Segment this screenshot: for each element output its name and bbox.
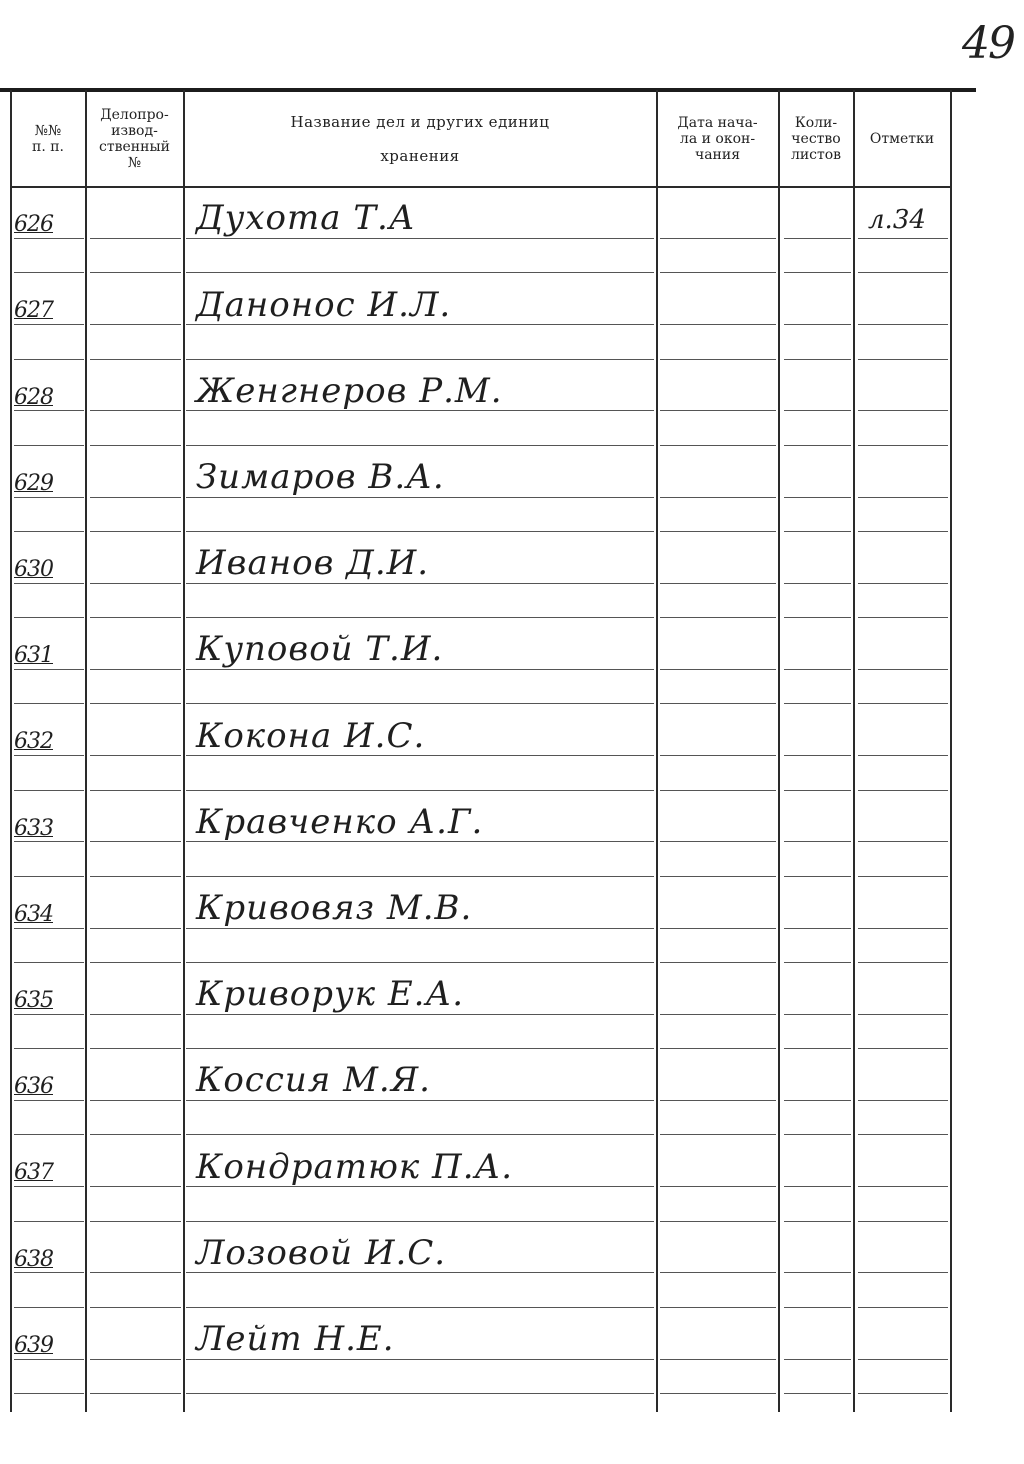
row-rule <box>784 928 851 929</box>
row-name: Женгнеров Р.М. <box>196 371 503 411</box>
row-name: Лейт Н.Е. <box>196 1319 395 1359</box>
row-rule <box>660 928 776 929</box>
row-name: Кондратюк П.А. <box>196 1147 514 1187</box>
row-rule <box>90 583 181 584</box>
row-rule <box>858 324 948 325</box>
row-rule <box>660 790 776 791</box>
row-rule <box>784 876 851 877</box>
row-number: 636 <box>14 1074 53 1099</box>
row-rule <box>90 1014 181 1015</box>
row-rule <box>186 359 654 360</box>
row-rule <box>14 583 84 584</box>
row-rule <box>660 410 776 411</box>
row-rule <box>14 962 84 963</box>
row-rule <box>90 1100 181 1101</box>
row-rule <box>186 238 654 239</box>
row-rule <box>660 1359 776 1360</box>
row-rule <box>660 583 776 584</box>
row-rule <box>858 531 948 532</box>
row-rule <box>90 324 181 325</box>
row-rule <box>784 1014 851 1015</box>
row-number: 639 <box>14 1333 53 1358</box>
row-rule <box>784 1100 851 1101</box>
row-rule <box>660 669 776 670</box>
row-rule <box>90 962 181 963</box>
row-rule <box>186 1393 654 1394</box>
row-rule <box>660 1221 776 1222</box>
row-rule <box>14 1186 84 1187</box>
row-rule <box>186 617 654 618</box>
row-rule <box>186 1307 654 1308</box>
row-rule <box>784 790 851 791</box>
row-rule <box>858 1134 948 1135</box>
row-rule <box>14 1134 84 1135</box>
row-rule <box>660 755 776 756</box>
row-rule <box>14 703 84 704</box>
row-rule <box>660 238 776 239</box>
row-rule <box>784 703 851 704</box>
row-rule <box>784 531 851 532</box>
row-name: Кравченко А.Г. <box>196 802 484 842</box>
row-rule <box>660 1100 776 1101</box>
header-notes: Отметки <box>869 131 935 147</box>
row-rule <box>90 1307 181 1308</box>
row-rule <box>90 1134 181 1135</box>
row-rule <box>660 1186 776 1187</box>
row-rule <box>90 359 181 360</box>
header-office-num: Делопро- извод- ственный № <box>99 107 170 171</box>
row-rule <box>858 1221 948 1222</box>
row-rule <box>660 876 776 877</box>
row-number: 638 <box>14 1247 53 1272</box>
row-rule <box>90 1359 181 1360</box>
row-rule <box>858 410 948 411</box>
row-name: Духота Т.А <box>196 198 416 238</box>
row-rule <box>14 1048 84 1049</box>
row-rule <box>186 531 654 532</box>
row-rule <box>90 1186 181 1187</box>
header-bottom-rule <box>10 186 950 188</box>
row-rule <box>90 497 181 498</box>
row-rule <box>186 703 654 704</box>
row-name: Иванов Д.И. <box>196 543 430 583</box>
row-rule <box>14 359 84 360</box>
row-rule <box>784 583 851 584</box>
row-rule <box>14 1221 84 1222</box>
row-number: 626 <box>14 212 53 237</box>
row-rule <box>186 272 654 273</box>
column-divider <box>10 90 12 1412</box>
row-rule <box>858 1307 948 1308</box>
row-rule <box>784 1186 851 1187</box>
row-rule <box>186 583 654 584</box>
row-rule <box>186 876 654 877</box>
row-rule <box>14 1307 84 1308</box>
row-rule <box>784 1221 851 1222</box>
row-rule <box>14 324 84 325</box>
row-rule <box>858 1100 948 1101</box>
row-rule <box>14 1014 84 1015</box>
row-rule <box>186 962 654 963</box>
row-rule <box>14 928 84 929</box>
row-rule <box>660 1014 776 1015</box>
row-rule <box>858 617 948 618</box>
row-rule <box>858 876 948 877</box>
row-rule <box>858 1048 948 1049</box>
row-rule <box>784 1272 851 1273</box>
row-rule <box>186 1048 654 1049</box>
row-rule <box>90 841 181 842</box>
row-rule <box>784 410 851 411</box>
row-rule <box>784 1359 851 1360</box>
row-number: 628 <box>14 385 53 410</box>
row-rule <box>90 755 181 756</box>
row-rule <box>14 1272 84 1273</box>
row-rule <box>14 876 84 877</box>
column-divider <box>950 90 952 1412</box>
header-dates: Дата нача- ла и окон- чания <box>677 115 758 163</box>
row-rule <box>660 1048 776 1049</box>
row-rule <box>858 238 948 239</box>
row-rule <box>858 703 948 704</box>
row-rule <box>14 1359 84 1360</box>
row-rule <box>90 445 181 446</box>
row-rule <box>660 272 776 273</box>
row-rule <box>784 497 851 498</box>
row-rule <box>14 617 84 618</box>
row-rule <box>186 1100 654 1101</box>
header-title: Название дел и других единиц хранения <box>290 113 550 165</box>
row-number: 629 <box>14 471 53 496</box>
row-rule <box>784 359 851 360</box>
header-sheets: Коли- чество листов <box>790 115 842 163</box>
row-rule <box>858 669 948 670</box>
row-rule <box>660 324 776 325</box>
column-divider <box>183 90 185 1412</box>
row-rule <box>858 445 948 446</box>
row-rule <box>14 755 84 756</box>
row-number: 634 <box>14 902 53 927</box>
row-name: Кривовяз М.В. <box>196 888 473 928</box>
column-divider <box>778 90 780 1412</box>
row-rule <box>858 790 948 791</box>
row-rule <box>14 497 84 498</box>
row-rule <box>186 497 654 498</box>
row-number: 630 <box>14 557 53 582</box>
table-top-rule <box>0 88 976 92</box>
row-rule <box>90 790 181 791</box>
row-rule <box>858 1186 948 1187</box>
row-rule <box>858 928 948 929</box>
row-rule <box>90 703 181 704</box>
header-num: №№ п. п. <box>31 123 64 155</box>
row-rule <box>660 1272 776 1273</box>
row-rule <box>90 1393 181 1394</box>
row-number: 637 <box>14 1160 53 1185</box>
row-rule <box>90 876 181 877</box>
row-name: Данонос И.Л. <box>196 285 452 325</box>
row-rule <box>858 755 948 756</box>
row-name: Зимаров В.А. <box>196 457 445 497</box>
row-name: Криворук Е.А. <box>196 974 465 1014</box>
row-rule <box>784 1048 851 1049</box>
row-rule <box>784 1307 851 1308</box>
row-number: 632 <box>14 729 53 754</box>
row-rule <box>186 1134 654 1135</box>
row-rule <box>660 1307 776 1308</box>
row-rule <box>660 1134 776 1135</box>
row-rule <box>186 445 654 446</box>
row-number: 633 <box>14 816 53 841</box>
row-rule <box>90 238 181 239</box>
row-rule <box>90 1221 181 1222</box>
column-divider <box>85 90 87 1412</box>
row-rule <box>858 1359 948 1360</box>
row-rule <box>186 1221 654 1222</box>
row-rule <box>14 790 84 791</box>
row-rule <box>660 359 776 360</box>
row-rule <box>858 583 948 584</box>
row-name: Куповой Т.И. <box>196 629 444 669</box>
row-rule <box>784 962 851 963</box>
row-rule <box>660 497 776 498</box>
column-divider <box>853 90 855 1412</box>
row-rule <box>90 617 181 618</box>
row-name: Лозовой И.С. <box>196 1233 447 1273</box>
row-rule <box>784 1134 851 1135</box>
row-rule <box>784 445 851 446</box>
row-number: 627 <box>14 298 53 323</box>
row-number: 631 <box>14 643 53 668</box>
row-number: 635 <box>14 988 53 1013</box>
row-rule <box>784 1393 851 1394</box>
row-rule <box>858 1014 948 1015</box>
page-number: 49 <box>962 18 1014 69</box>
row-rule <box>784 841 851 842</box>
row-name: Кокона И.С. <box>196 716 426 756</box>
row-rule <box>186 790 654 791</box>
row-rule <box>90 1272 181 1273</box>
row-rule <box>784 617 851 618</box>
row-rule <box>90 272 181 273</box>
row-rule <box>90 531 181 532</box>
row-rule <box>660 617 776 618</box>
row-rule <box>90 669 181 670</box>
row-rule <box>186 928 654 929</box>
row-rule <box>186 1014 654 1015</box>
row-rule <box>784 324 851 325</box>
row-rule <box>660 841 776 842</box>
row-rule <box>784 272 851 273</box>
row-rule <box>784 755 851 756</box>
row-rule <box>784 669 851 670</box>
row-rule <box>14 669 84 670</box>
row-rule <box>660 531 776 532</box>
row-rule <box>858 841 948 842</box>
row-rule <box>186 669 654 670</box>
row-rule <box>90 1048 181 1049</box>
row-name: Коссия М.Я. <box>196 1060 431 1100</box>
row-note: л.34 <box>868 205 926 235</box>
row-rule <box>784 238 851 239</box>
row-rule <box>660 703 776 704</box>
row-rule <box>90 410 181 411</box>
row-rule <box>90 928 181 929</box>
row-rule <box>858 272 948 273</box>
row-rule <box>660 1393 776 1394</box>
row-rule <box>858 1272 948 1273</box>
row-rule <box>14 272 84 273</box>
row-rule <box>14 531 84 532</box>
row-rule <box>14 1100 84 1101</box>
row-rule <box>858 962 948 963</box>
row-rule <box>186 1359 654 1360</box>
row-rule <box>14 1393 84 1394</box>
row-rule <box>14 841 84 842</box>
column-divider <box>656 90 658 1412</box>
row-rule <box>14 238 84 239</box>
row-rule <box>660 445 776 446</box>
row-rule <box>858 497 948 498</box>
row-rule <box>660 962 776 963</box>
row-rule <box>858 359 948 360</box>
row-rule <box>858 1393 948 1394</box>
row-rule <box>14 410 84 411</box>
row-rule <box>14 445 84 446</box>
